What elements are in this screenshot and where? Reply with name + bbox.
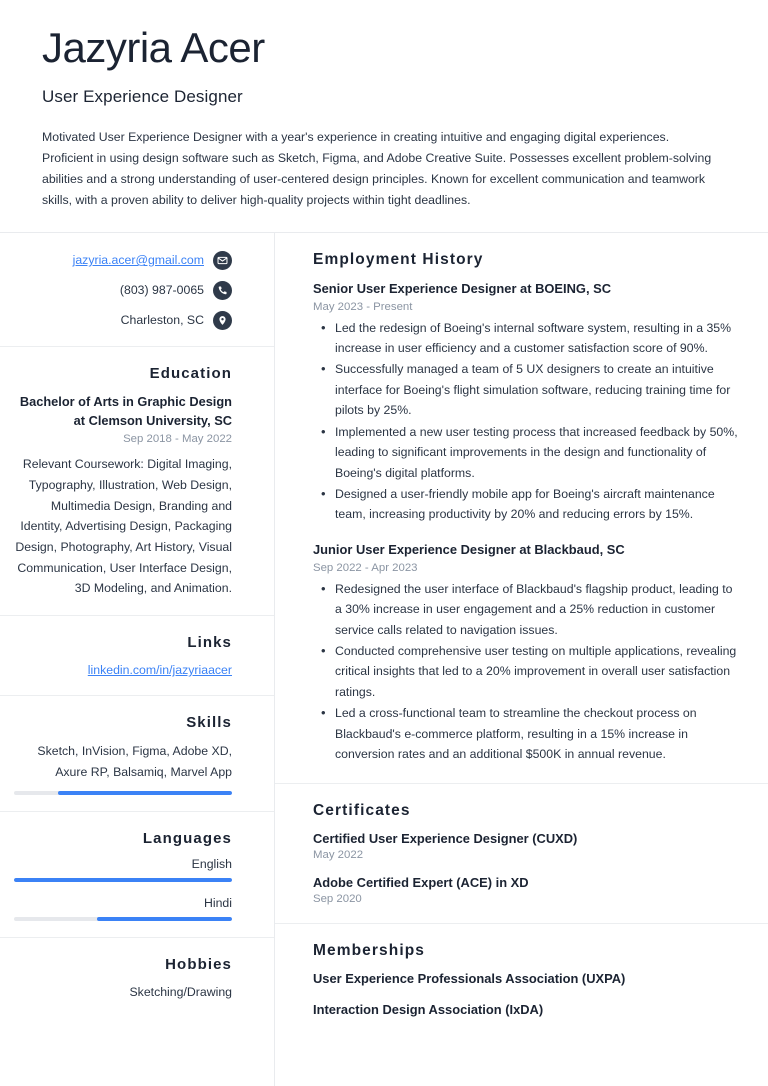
job-title-subtitle: User Experience Designer: [42, 87, 243, 107]
education-block: [0, 346, 274, 615]
language-item-hindi: [14, 896, 232, 921]
employment-bullet: • Successfully managed a team of 5 UX designers to create an intuitive interface for Boeing's flight simulation software, reducing training time for pilots by 25%.: [313, 359, 740, 420]
resume-body: [0, 233, 768, 1086]
membership-item: Interaction Design Association (IxDA): [313, 1002, 544, 1018]
education-heading: Education: [149, 364, 232, 382]
envelope-icon: [213, 251, 232, 270]
skills-level-fill: [58, 791, 232, 795]
employment-bullet: • Redesigned the user interface of Blackbaud's flagship product, leading to a 30% increase in user engagement and a 25% reduction in customer service calls related to navigation issues.: [313, 579, 740, 640]
certificates-heading: Certificates: [313, 802, 411, 820]
employment-date: Sep 2022 - Apr 2023: [313, 561, 418, 574]
phone-icon: [213, 281, 232, 300]
memberships-block: [275, 923, 768, 1035]
employment-heading: Employment History: [313, 250, 484, 268]
links-heading: Links: [187, 634, 232, 652]
contact-row-phone[interactable]: [14, 281, 232, 300]
employment-bullet: • Led the redesign of Boeing's internal software system, resulting in a 35% increase in user efficiency and a customer satisfaction score of 90%.: [313, 318, 740, 359]
languages-block: [0, 811, 274, 937]
employment-bullets: [313, 318, 740, 525]
email-value[interactable]: jazyria.acer@gmail.com: [72, 253, 204, 268]
employment-title: Senior User Experience Designer at BOEING, SC: [313, 280, 612, 296]
language-level-bar: [14, 878, 232, 882]
certificate-item: [313, 831, 740, 861]
employment-item: [313, 280, 740, 525]
resume-header: [0, 0, 768, 232]
contact-block: [0, 233, 274, 346]
page-title: Jazyria Acer: [42, 24, 265, 71]
professional-summary: Motivated User Experience Designer with a year's experience in creating intuitive and engaging digital experiences. Proficient in using design software such as Sketch, Figma, and Adobe Creative Suite. Possesses excellent problem-solving abilities and a strong understanding of user-centered design principles. Known for excellent communication and teamwork skills, with a proven ability to deliver high-quality projects within tight deadlines.: [42, 130, 712, 208]
link-linkedin[interactable]: linkedin.com/in/jazyriaacer: [87, 663, 232, 678]
certificate-item: [313, 875, 740, 905]
certificate-date: Sep 2020: [313, 893, 362, 906]
language-level-fill: [97, 917, 232, 921]
hobbies-text: Sketching/Drawing: [129, 985, 232, 1000]
language-label: English: [191, 857, 232, 872]
employment-title: Junior User Experience Designer at Blackbaud, SC: [313, 541, 625, 557]
education-date: Sep 2018 - May 2022: [123, 433, 232, 446]
certificates-block: [275, 783, 768, 923]
contact-row-location: [14, 311, 232, 330]
certificate-name: Certified User Experience Designer (CUXD): [313, 831, 578, 847]
skills-heading: Skills: [186, 714, 232, 732]
employment-bullet: • Implemented a new user testing process that increased feedback by 50%, leading to significant improvements in the design and functionality of Boeing's digital platforms.: [313, 422, 740, 483]
education-description: Relevant Coursework: Digital Imaging, Typography, Illustration, Web Design, Multimedia Design, Branding and Identity, Advertising Design, Packaging Design, Photography, Art History, Visual Communication, User Interface Design, 3D Modeling, and Animation.: [15, 457, 232, 596]
language-item-english: [14, 857, 232, 882]
hobbies-heading: Hobbies: [165, 956, 232, 974]
memberships-heading: Memberships: [313, 942, 426, 960]
contact-row-email[interactable]: [14, 251, 232, 270]
employment-bullet: • Designed a user-friendly mobile app for Boeing's aircraft maintenance team, increasing productivity by 20% and reducing errors by 15%.: [313, 484, 740, 525]
certificate-date: May 2022: [313, 849, 364, 862]
sidebar: [0, 233, 275, 1086]
phone-value: (803) 987-0065: [119, 283, 204, 298]
employment-bullet: • Led a cross-functional team to streamline the checkout process on Blackbaud's e-commerce platform, resulting in a 15% increase in conversion rates and an additional $500K in annual revenue.: [313, 703, 740, 764]
links-block: [0, 615, 274, 695]
language-label: Hindi: [203, 896, 232, 911]
employment-item: [313, 541, 740, 765]
language-level-fill: [14, 878, 232, 882]
hobbies-block: [0, 937, 274, 1019]
location-value: Charleston, SC: [120, 313, 204, 328]
skills-list: Sketch, InVision, Figma, Adobe XD, Axure RP, Balsamiq, Marvel App: [37, 744, 232, 779]
main-content: [275, 233, 768, 1036]
map-pin-icon: [213, 311, 232, 330]
employment-bullet: • Conducted comprehensive user testing on multiple applications, revealing critical insights that led to a 20% improvement in overall user satisfaction ratings.: [313, 641, 740, 702]
employment-bullets: [313, 579, 740, 765]
certificate-name: Adobe Certified Expert (ACE) in XD: [313, 875, 529, 891]
languages-heading: Languages: [142, 830, 232, 848]
membership-item: User Experience Professionals Association (UXPA): [313, 971, 626, 987]
education-degree: Bachelor of Arts in Graphic Design at Clemson University, SC: [19, 393, 232, 429]
skills-level-bar: [14, 791, 232, 795]
employment-date: May 2023 - Present: [313, 300, 413, 313]
language-level-bar: [14, 917, 232, 921]
skills-block: [0, 695, 274, 811]
employment-block: [275, 233, 768, 784]
